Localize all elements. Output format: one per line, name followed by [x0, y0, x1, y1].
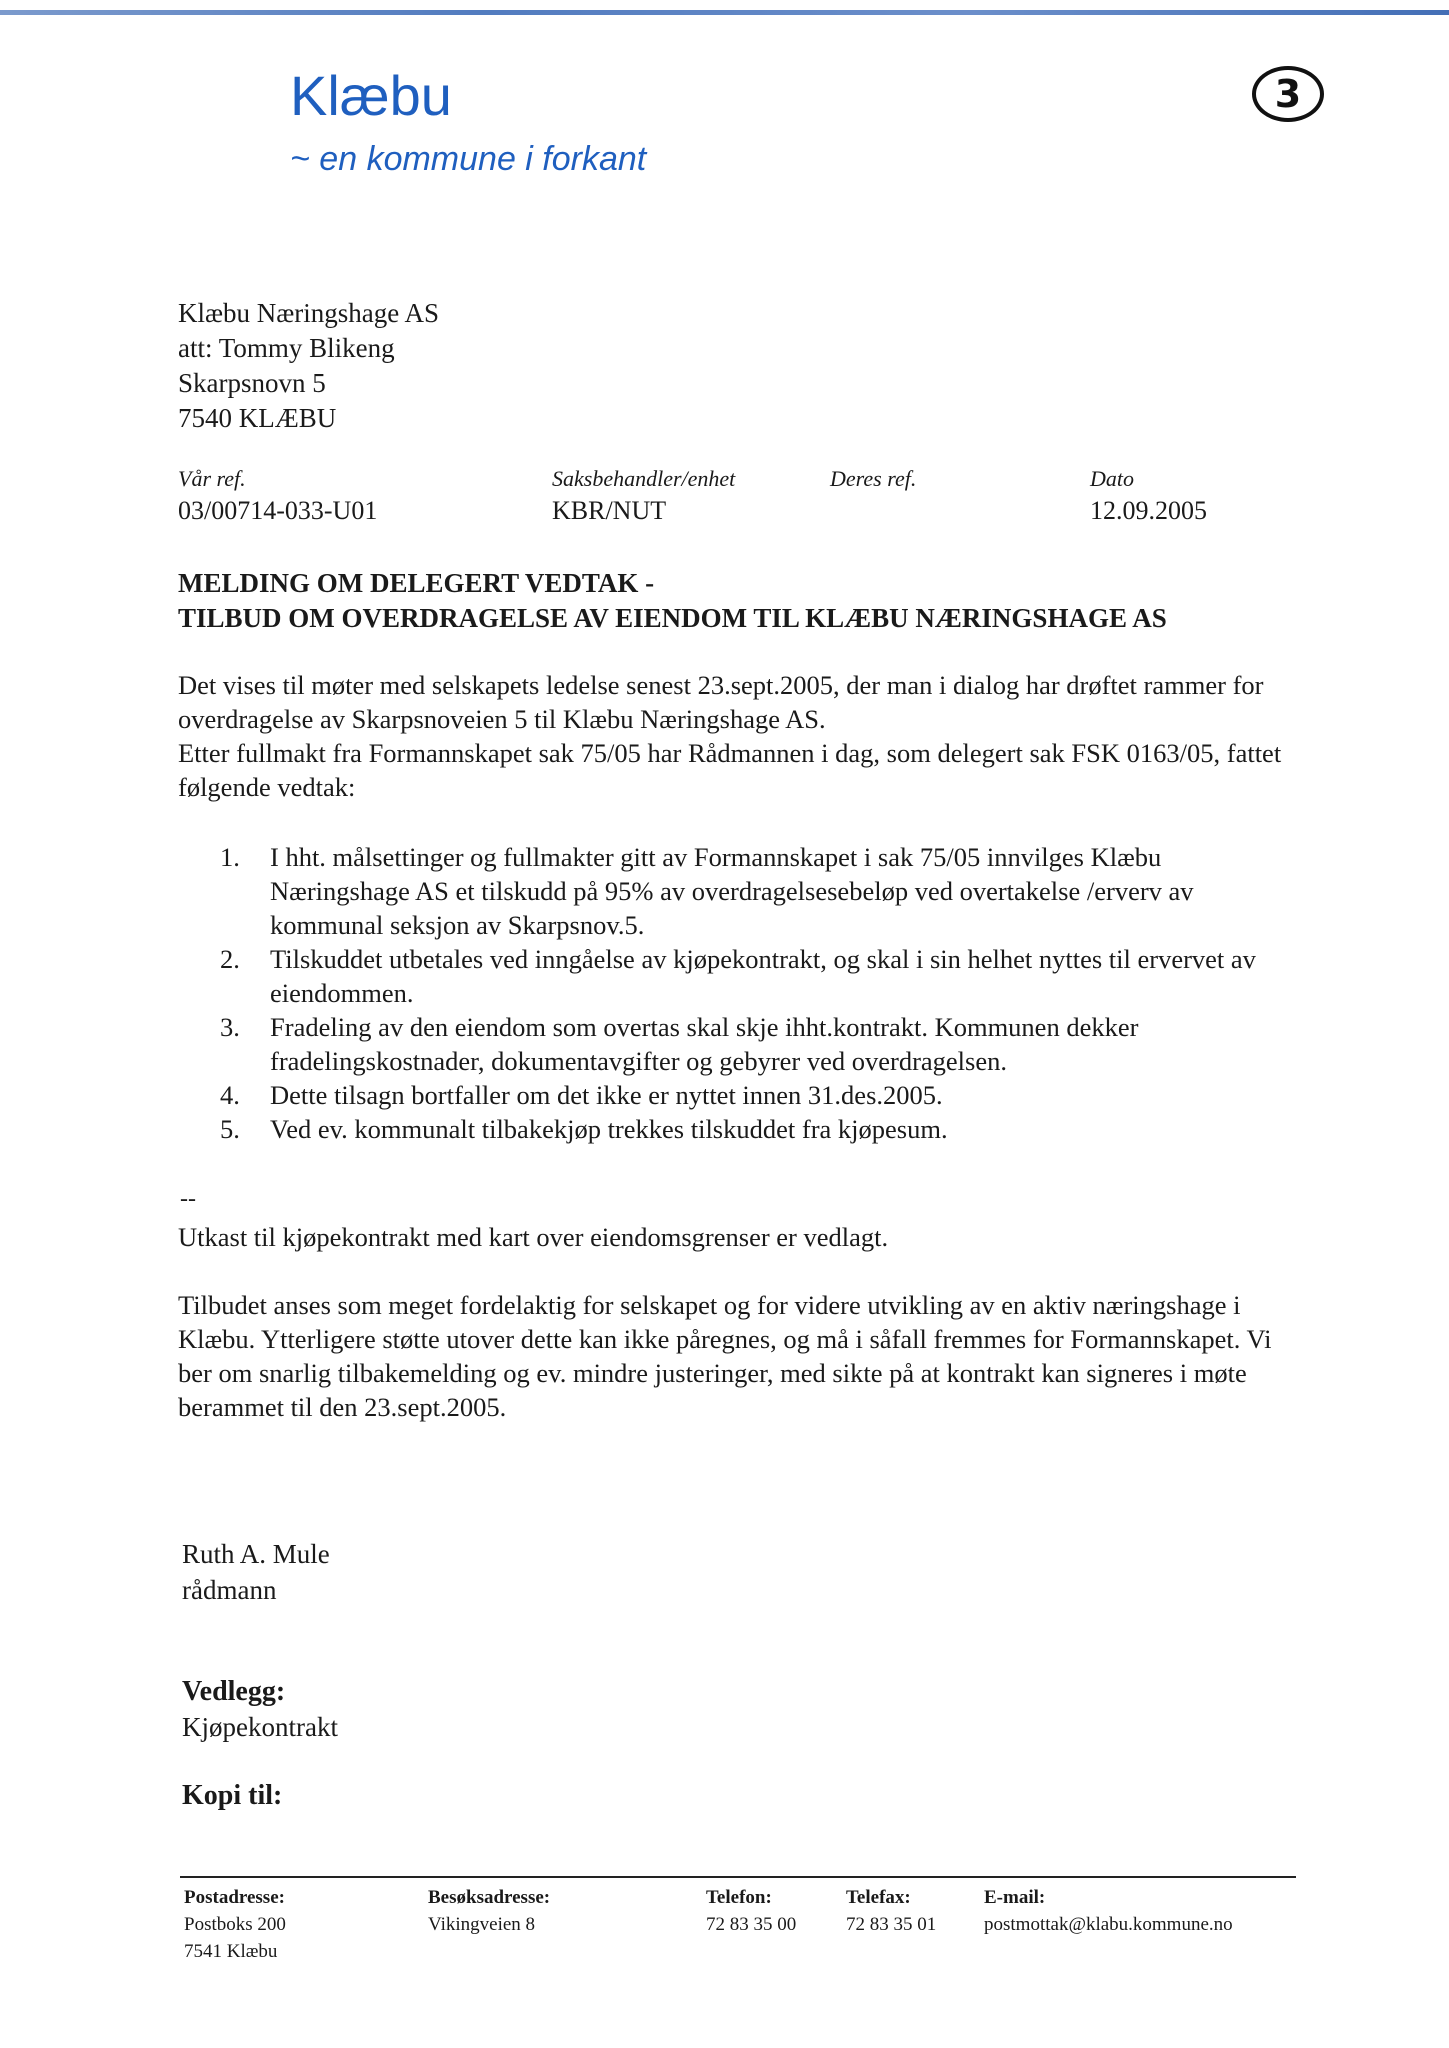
- list-item: [220, 1112, 1270, 1146]
- intro-paragraph: [178, 668, 1298, 804]
- signatory-title: rådmann: [182, 1575, 277, 1605]
- recipient-line: att: Tommy Blikeng: [178, 333, 395, 363]
- intro-text-2: Etter fullmakt fra Formannskapet sak 75/05 har Rådmannen i dag, som delegert sak FSK 0163/05, fattet følgende vedtak:: [178, 738, 1282, 802]
- decision-list: [220, 840, 1270, 1146]
- footer-value: Vikingveien 8: [428, 1914, 536, 1935]
- copy-to-heading: Kopi til:: [182, 1780, 283, 1811]
- footer-label: Besøksadresse:: [428, 1887, 551, 1908]
- footer-postal-address: [184, 1884, 286, 1965]
- scan-header-line: [0, 10, 1449, 15]
- date-value: 12.09.2005: [1090, 496, 1207, 525]
- list-item: [220, 840, 1270, 942]
- intro-text-1: Det vises til møter med selskapets ledelse senest 23.sept.2005, der man i dialog har drøftet rammer for overdragelse av Skarpsnoveien 5 til Klæbu Næringshage AS.: [178, 670, 1264, 734]
- footer-value: Postboks 200: [184, 1914, 286, 1935]
- case-handler-label: Saksbehandler/enhet: [552, 466, 736, 491]
- item-text: Tilskuddet utbetales ved inngåelse av kjøpekontrakt, og skal i sin helhet nyttes til ervervet av eiendommen.: [270, 944, 1256, 1008]
- attachment-note: Utkast til kjøpekontrakt med kart over eiendomsgrenser er vedlagt.: [178, 1222, 889, 1252]
- item-text: Ved ev. kommunalt tilbakekjøp trekkes tilskuddet fra kjøpesum.: [270, 1114, 948, 1144]
- recipient-address: [178, 296, 439, 436]
- signatory-name: Ruth A. Mule: [182, 1539, 330, 1569]
- your-ref-label: Deres ref.: [830, 466, 917, 491]
- footer-label: Telefon:: [706, 1887, 772, 1908]
- list-item: [220, 1010, 1270, 1078]
- footer-label: Postadresse:: [184, 1887, 285, 1908]
- letter-subject: [178, 566, 1167, 636]
- signature-block: [182, 1536, 330, 1608]
- date-label: Dato: [1090, 466, 1134, 491]
- footer-value: 72 83 35 01: [846, 1914, 937, 1935]
- subject-line-1: MELDING OM DELEGERT VEDTAK -: [178, 568, 655, 598]
- footer-label: Telefax:: [846, 1887, 911, 1908]
- item-text: Dette tilsagn bortfaller om det ikke er nyttet innen 31.des.2005.: [270, 1080, 943, 1110]
- footer-divider: [180, 1876, 1296, 1878]
- footer-value: 72 83 35 00: [706, 1914, 797, 1935]
- item-number: 5.: [220, 1114, 240, 1144]
- case-handler-value: KBR/NUT: [552, 496, 667, 525]
- item-number: 2.: [220, 944, 240, 974]
- item-number: 1.: [220, 842, 240, 872]
- footer-visit-address: [428, 1884, 550, 1938]
- closing-paragraph: Tilbudet anses som meget fordelaktig for selskapet og for videre utvikling av en aktiv næringshage i Klæbu. Ytterligere støtte utover dette kan ikke påregnes, og må i såfall fremmes for Formannskapet. Vi ber om snarlig tilbakemelding og ev. mindre justeringer, med sikte på at kontrakt kan signeres i møte berammet til den 23.sept.2005.: [178, 1290, 1272, 1422]
- recipient-line: Klæbu Næringshage AS: [178, 298, 440, 328]
- attachment-item: Kjøpekontrakt: [182, 1712, 338, 1742]
- attachments-heading: Vedlegg:: [182, 1676, 286, 1707]
- footer-value: 7541 Klæbu: [184, 1941, 278, 1962]
- item-text: I hht. målsettinger og fullmakter gitt av Formannskapet i sak 75/05 innvilges Klæbu Næringshage AS et tilskudd på 95% av overdragelsesebeløp ved overtakelse /erverv av kommunal seksjon av Skarpsnov.5.: [270, 842, 1194, 940]
- footer-label: E-mail:: [984, 1887, 1046, 1908]
- subject-line-2: TILBUD OM OVERDRAGELSE AV EIENDOM TIL KLÆBU NÆRINGSHAGE AS: [178, 603, 1167, 633]
- list-item: [220, 942, 1270, 1010]
- item-text: Fradeling av den eiendom som overtas skal skje ihht.kontrakt. Kommunen dekker fradelingskostnader, dokumentavgifter og gebyrer ved overdragelsen.: [270, 1012, 1139, 1076]
- footer-value: postmottak@klabu.kommune.no: [984, 1914, 1233, 1935]
- recipient-line: Skarpsnovn 5: [178, 368, 326, 398]
- municipality-tagline: ~ en kommune i forkant: [290, 140, 647, 178]
- recipient-line: 7540 KLÆBU: [178, 403, 337, 433]
- footer-email: [984, 1884, 1233, 1938]
- item-number: 4.: [220, 1080, 240, 1110]
- list-item: [220, 1078, 1270, 1112]
- our-ref-value: 03/00714-033-U01: [178, 496, 378, 525]
- item-number: 3.: [220, 1012, 240, 1042]
- municipality-logo: Klæbu: [290, 64, 452, 127]
- footer-fax: [846, 1884, 936, 1938]
- footer-phone: [706, 1884, 796, 1938]
- separator-mark: --: [180, 1186, 196, 1212]
- our-ref-label: Vår ref.: [178, 466, 246, 491]
- handwritten-page-number: 3: [1252, 66, 1324, 122]
